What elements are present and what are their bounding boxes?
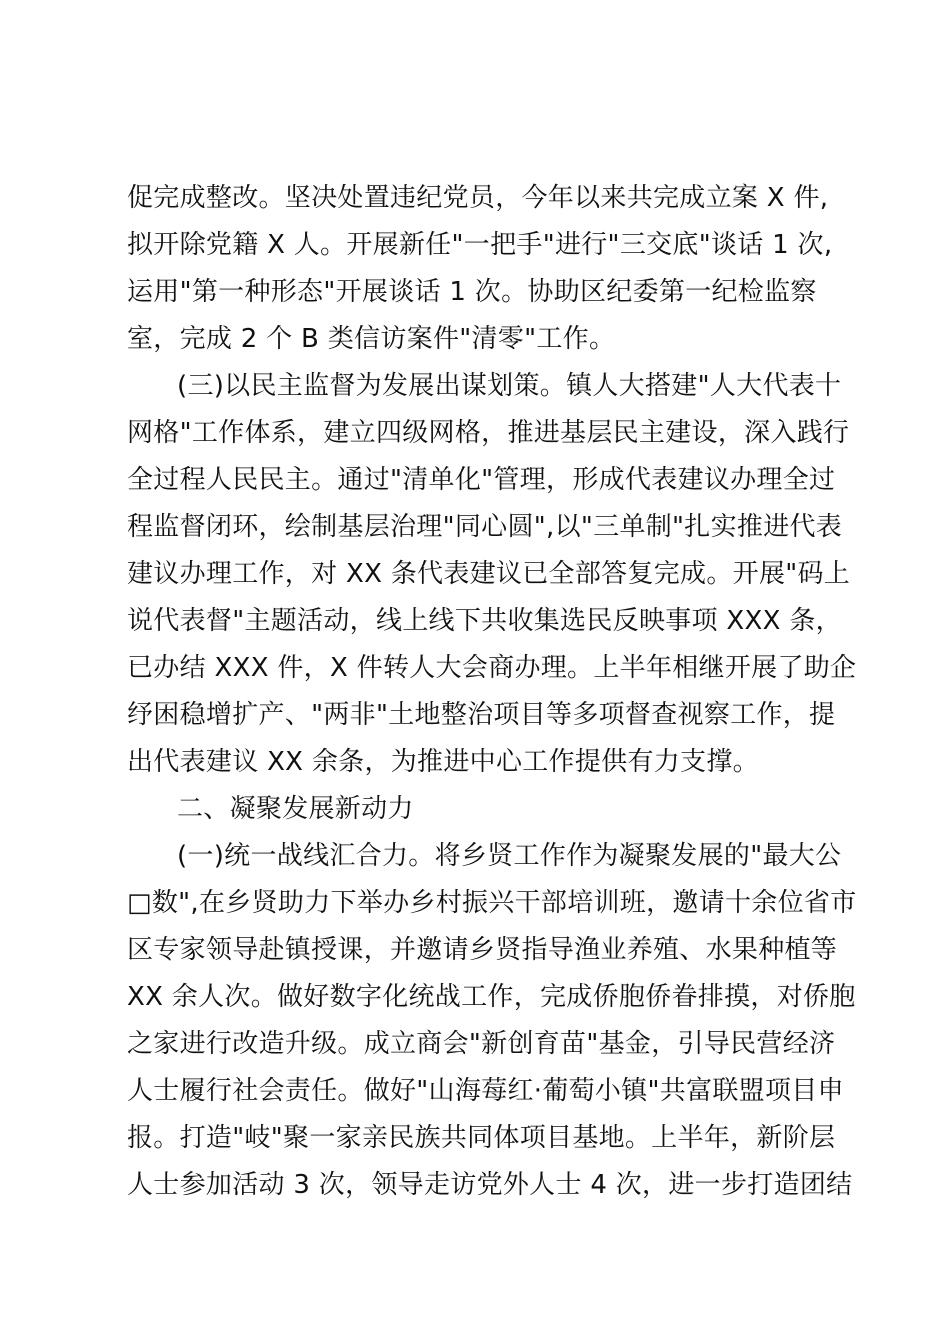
text-line: 运用"第一种形态"开展谈话 1 次。协助区纪委第一纪检监察 [127,277,817,307]
text-line: 出代表建议 XX 余条，为推进中心工作提供有力支撑。 [127,747,759,777]
text-line: 建议办理工作，对 XX 条代表建议已全部答复完成。开展"码上 [127,559,851,589]
section-heading: 二、凝聚发展新动力 [177,794,414,824]
text-line: XX 余人次。做好数字化统战工作，完成侨胞侨眷排摸，对侨胞 [127,982,856,1012]
text-line: 网格"工作体系，建立四级网格，推进基层民主建设，深入践行 [127,418,850,448]
text-line: 人士履行社会责任。做好"山海莓红·葡萄小镇"共富联盟项目申 [127,1076,844,1106]
text-line: 已办结 XXX 件，X 件转人大会商办理。上半年相继开展了助企 [127,653,857,683]
text-line: 全过程人民民主。通过"清单化"管理，形成代表建议办理全过 [127,465,836,495]
text-line: 人士参加活动 3 次，领导走访党外人士 4 次，进一步打造团结 [127,1170,853,1200]
text-line: □数",在乡贤助力下举办乡村振兴干部培训班，邀请十余位省市 [127,888,857,918]
text-line: 室，完成 2 个 B 类信访案件"清零"工作。 [127,324,616,354]
text-line: 区专家领导赴镇授课，并邀请乡贤指导渔业养殖、水果种植等 [127,935,838,965]
text-line: 拟开除党籍 X 人。开展新任"一把手"进行"三交底"谈话 1 次, [127,230,833,260]
text-line: 之家进行改造升级。成立商会"新创育苗"基金，引导民营经济 [127,1029,836,1059]
text-line: 促完成整改。坚决处置违纪党员，今年以来共完成立案 X 件, [127,183,829,213]
text-line: 程监督闭环，绘制基层治理"同心圆",以"三单制"扎实推进代表 [127,512,843,542]
text-line: 纾困稳增扩产、"两非"土地整治项目等多项督查视察工作，提 [127,700,836,730]
paragraph-heading-3: (三)以民主监督为发展出谋划策。镇人大搭建"人大代表十 [177,371,842,401]
text-line: 报。打造"岐"聚一家亲民族共同体项目基地。上半年，新阶层 [127,1123,836,1153]
paragraph-heading-1: (一)统一战线汇合力。将乡贤工作作为凝聚发展的"最大公 [177,841,842,871]
text-line: 说代表督"主题活动，线上线下共收集选民反映事项 XXX 条， [127,606,842,636]
